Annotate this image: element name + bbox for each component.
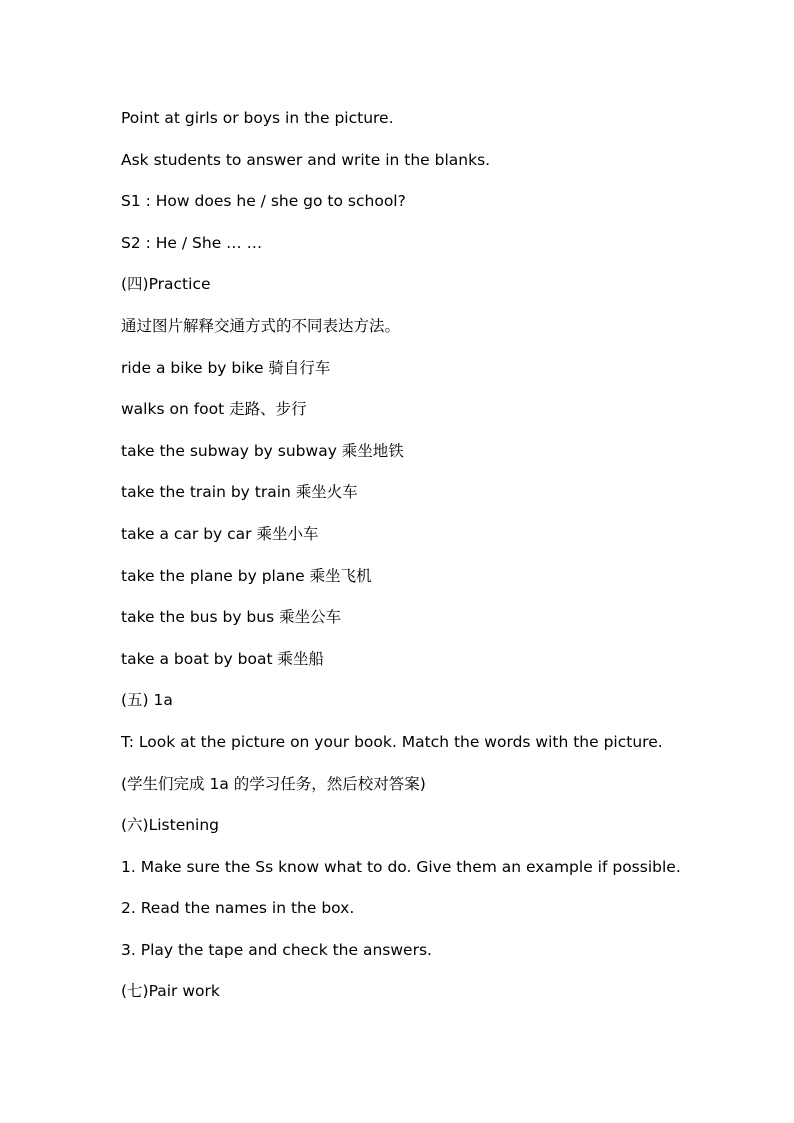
vocab-line: take a car by car 乘坐小车 bbox=[121, 524, 319, 543]
vocab-line: take the subway by subway 乘坐地铁 bbox=[121, 441, 404, 460]
vocab-line: ride a bike by bike 骑自行车 bbox=[121, 358, 331, 377]
text-line: S2 : He / She … … bbox=[121, 233, 263, 252]
vocab-line: walks on foot 走路、步行 bbox=[121, 400, 307, 419]
vocab-line: take the bus by bus 乘坐公车 bbox=[121, 608, 342, 627]
text-line: 1. Make sure the Ss know what to do. Give them an example if possible. bbox=[121, 857, 681, 876]
section-heading-practice: (四)Practice bbox=[121, 275, 211, 294]
text-line: Point at girls or boys in the picture. bbox=[121, 109, 394, 127]
text-line: 3. Play the tape and check the answers. bbox=[121, 940, 432, 959]
text-body bbox=[121, 106, 741, 1021]
vocab-line: take the plane by plane 乘坐飞机 bbox=[121, 566, 372, 585]
section-heading-listening: (六)Listening bbox=[121, 816, 220, 835]
text-line: Ask students to answer and write in the blanks. bbox=[121, 150, 491, 169]
text-line: 2. Read the names in the box. bbox=[121, 899, 355, 918]
text-line: T: Look at the picture on your book. Match the words with the picture. bbox=[121, 732, 663, 751]
vocab-line: take a boat by boat 乘坐船 bbox=[121, 649, 324, 668]
text-line: 通过图片解释交通方式的不同表达方法。 bbox=[121, 316, 401, 335]
text-line: S1 : How does he / she go to school? bbox=[121, 192, 406, 211]
section-heading-1a: (五) 1a bbox=[121, 691, 173, 710]
text-line: (学生们完成 1a 的学习任务，然后校对答案) bbox=[121, 774, 426, 793]
vocab-line: take the train by train 乘坐火车 bbox=[121, 483, 358, 502]
section-heading-pair-work: (七)Pair work bbox=[121, 982, 220, 1001]
